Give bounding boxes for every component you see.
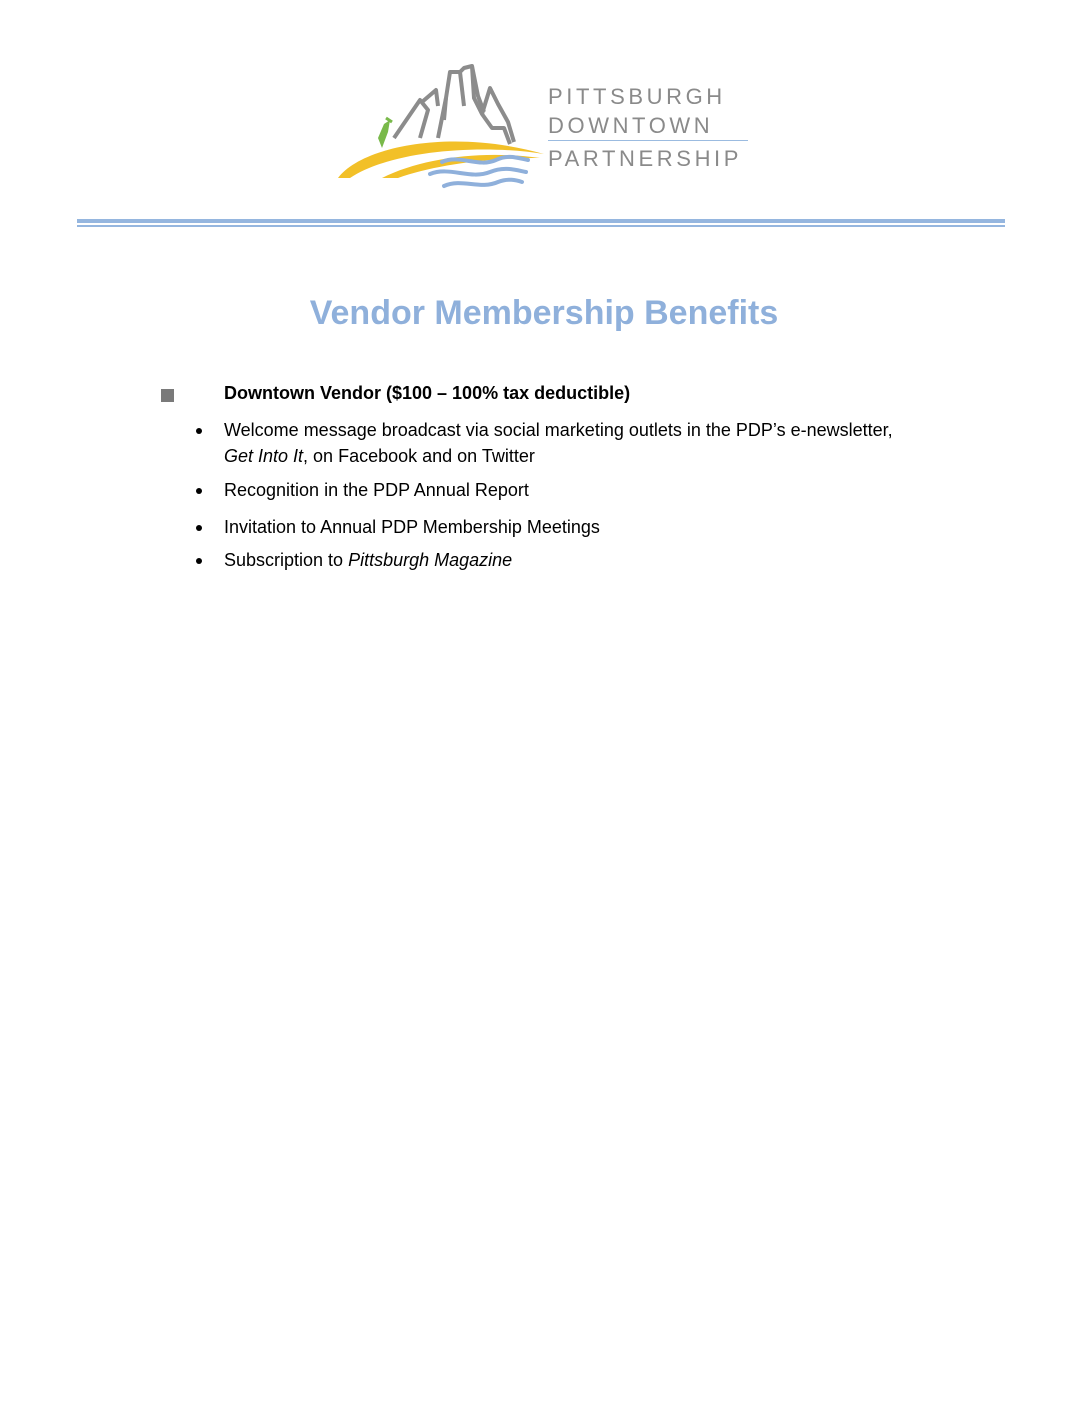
logo-line-pittsburgh: PITTSBURGH [548, 84, 726, 109]
bullet-dot-icon [196, 558, 202, 564]
benefit-text: Invitation to Annual PDP Membership Meetings [224, 517, 600, 537]
newsletter-name: Get Into It [224, 446, 304, 466]
bullet-dot-icon [196, 525, 202, 531]
logo-line-downtown: DOWNTOWN [548, 112, 748, 141]
page-title: Vendor Membership Benefits [309, 294, 779, 332]
benefit-text: Welcome message broadcast via social marketing outlets in the PDP’s e-newsletter, [224, 420, 893, 440]
pdp-logo-mark [332, 58, 552, 190]
benefit-item [224, 547, 512, 573]
benefit-item [224, 514, 600, 540]
header-divider-thick [77, 219, 1005, 223]
tier-heading: Downtown Vendor ($100 – 100% tax deductible) [224, 383, 631, 403]
benefit-text: Recognition in the PDP Annual Report [224, 480, 529, 500]
logo-wordmark [548, 82, 758, 174]
header-divider-thin [77, 225, 1005, 227]
benefit-text: Subscription to [224, 550, 349, 570]
benefit-text-continued: , on Facebook and on Twitter [303, 446, 535, 466]
benefit-item [224, 417, 893, 469]
bullet-dot-icon [196, 428, 202, 434]
magazine-name: Pittsburgh Magazine [348, 550, 513, 570]
square-bullet-icon [161, 389, 174, 402]
benefit-item [224, 477, 529, 503]
header-divider [77, 219, 1005, 227]
logo-line-partnership: PARTNERSHIP [548, 146, 743, 171]
bullet-dot-icon [196, 488, 202, 494]
